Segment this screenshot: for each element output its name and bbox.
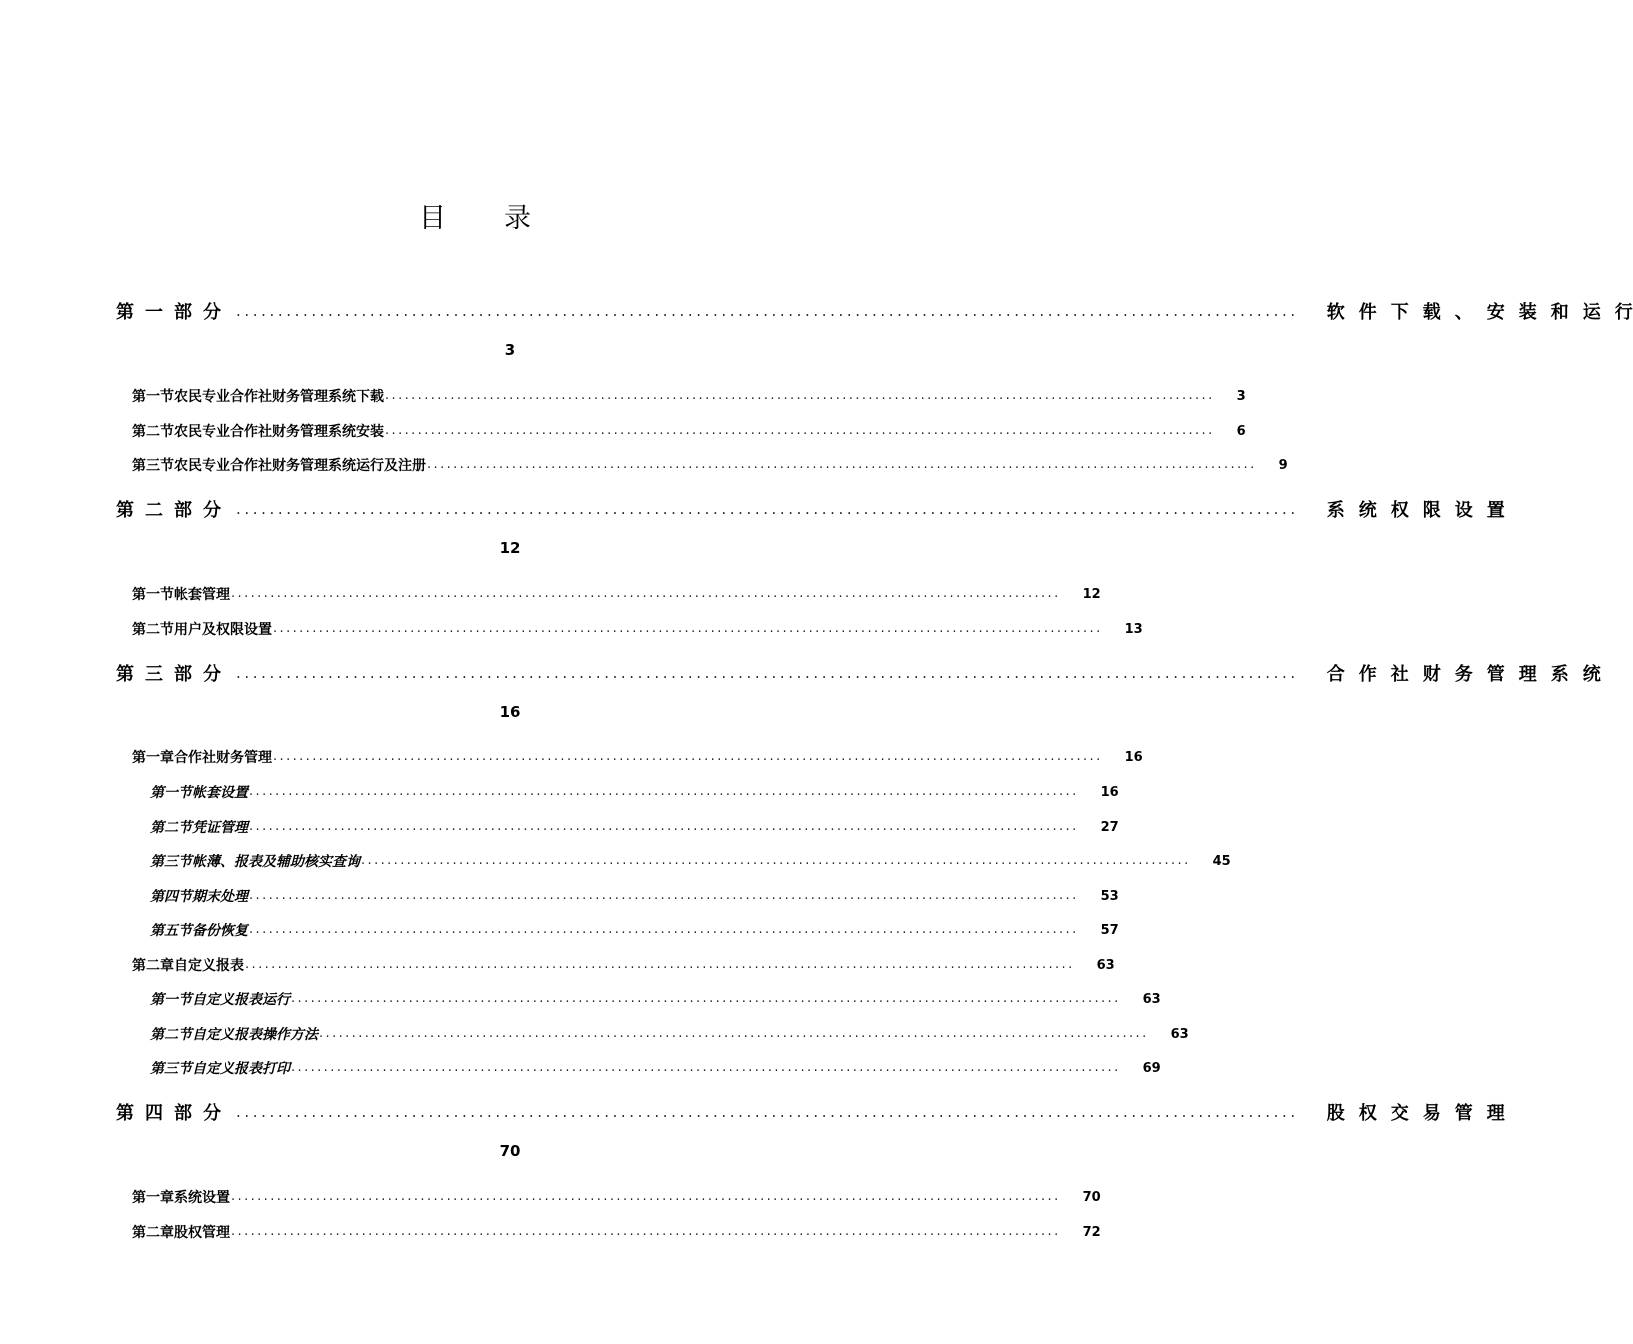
dot-leader: ...............................................................................................................................: [236, 500, 1299, 518]
entry-title: 农民专业合作社财务管理系统安装: [174, 424, 384, 440]
entry-title: 备份恢复: [192, 923, 248, 939]
entry-page: 13: [1124, 621, 1143, 637]
entry-label: 第二节: [150, 1027, 192, 1043]
dot-leader: ...............................................................................................................................: [249, 784, 1079, 799]
toc-part[interactable]: [116, 496, 1505, 522]
entry-label: 第一节: [132, 389, 174, 405]
dot-leader: ...............................................................................................................................: [361, 853, 1191, 868]
entry-label: 第二章: [132, 1225, 174, 1241]
toc-entry[interactable]: [150, 816, 1119, 838]
part-title: 股 权 交 易 管 理: [1326, 1103, 1505, 1124]
part-page-number: 3: [504, 341, 516, 359]
entry-label: 第一章: [132, 1190, 174, 1206]
entry-page: 12: [1082, 586, 1101, 602]
toc-entry[interactable]: [150, 1057, 1161, 1079]
dot-leader: ...............................................................................................................................: [236, 664, 1299, 682]
toc-entry[interactable]: [132, 385, 1246, 407]
toc-entry[interactable]: [132, 420, 1246, 442]
dot-leader: ...............................................................................................................................: [273, 621, 1103, 636]
entry-title: 自定义报表打印: [192, 1061, 290, 1077]
entry-page: 9: [1278, 457, 1288, 473]
part-page-number: 70: [499, 1142, 521, 1160]
entry-title: 合作社财务管理: [174, 750, 272, 766]
entry-label: 第三节: [150, 854, 192, 870]
part-title: 合 作 社 财 务 管 理 系 统: [1326, 664, 1601, 685]
part-label: 第四部分: [116, 1103, 232, 1124]
toc-entry[interactable]: [132, 583, 1101, 605]
entry-page: 3: [1236, 388, 1246, 404]
entry-page: 57: [1100, 922, 1119, 938]
toc-title-char: 录: [504, 203, 531, 234]
entry-label: 第二节: [132, 622, 174, 638]
part-page-number: 16: [499, 703, 521, 721]
toc-entry[interactable]: [150, 1023, 1189, 1045]
entry-label: 第一章: [132, 750, 174, 766]
entry-page: 63: [1096, 957, 1115, 973]
dot-leader: ...............................................................................................................................: [249, 819, 1079, 834]
entry-title: 自定义报表运行: [192, 992, 290, 1008]
toc-entry[interactable]: [150, 781, 1119, 803]
entry-label: 第二节: [132, 424, 174, 440]
dot-leader: ...............................................................................................................................: [427, 457, 1257, 472]
toc-title: [0, 196, 950, 235]
dot-leader: ...............................................................................................................................: [236, 1103, 1299, 1121]
dot-leader: ...............................................................................................................................: [231, 1224, 1061, 1239]
entry-page: 45: [1212, 853, 1231, 869]
entry-title: 自定义报表: [174, 958, 244, 974]
entry-label: 第一节: [150, 992, 192, 1008]
dot-leader: ...............................................................................................................................: [231, 1189, 1061, 1204]
entry-label: 第二章: [132, 958, 174, 974]
entry-page: 69: [1142, 1060, 1161, 1076]
toc-entry[interactable]: [132, 954, 1115, 976]
entry-page: 63: [1170, 1026, 1189, 1042]
entry-page: 63: [1142, 991, 1161, 1007]
entry-label: 第五节: [150, 923, 192, 939]
entry-title: 农民专业合作社财务管理系统运行及注册: [174, 458, 426, 474]
entry-label: 第二节: [150, 820, 192, 836]
entry-label: 第一节: [150, 785, 192, 801]
toc-entry[interactable]: [132, 1186, 1101, 1208]
entry-title: 期末处理: [192, 889, 248, 905]
toc-part[interactable]: [116, 1099, 1505, 1125]
entry-label: 第三节: [150, 1061, 192, 1077]
entry-page: 27: [1100, 819, 1119, 835]
entry-title: 系统设置: [174, 1190, 230, 1206]
toc-entry[interactable]: [132, 618, 1143, 640]
entry-page: 53: [1100, 888, 1119, 904]
entry-title: 农民专业合作社财务管理系统下载: [174, 389, 384, 405]
entry-label: 第一节: [132, 587, 174, 603]
part-label: 第一部分: [116, 302, 232, 323]
part-title: 系 统 权 限 设 置: [1326, 500, 1505, 521]
dot-leader: ...............................................................................................................................: [236, 302, 1299, 320]
toc-entry[interactable]: [150, 988, 1161, 1010]
toc-entry[interactable]: [132, 1221, 1101, 1243]
toc-title-char: 目: [419, 203, 446, 234]
toc-entry[interactable]: [150, 919, 1119, 941]
entry-title: 自定义报表操作方法: [192, 1027, 318, 1043]
dot-leader: ...............................................................................................................................: [319, 1026, 1149, 1041]
entry-label: 第四节: [150, 889, 192, 905]
dot-leader: ...............................................................................................................................: [385, 388, 1215, 403]
dot-leader: ...............................................................................................................................: [231, 586, 1061, 601]
toc-entry[interactable]: [132, 454, 1288, 476]
entry-title: 帐薄、报表及辅助核实查询: [192, 854, 360, 870]
part-page-number: 12: [499, 539, 521, 557]
part-title: 软 件 下 载 、 安 装 和 运 行: [1326, 302, 1633, 323]
entry-title: 股权管理: [174, 1225, 230, 1241]
toc-entry[interactable]: [132, 746, 1143, 768]
entry-page: 70: [1082, 1189, 1101, 1205]
entry-page: 16: [1124, 749, 1143, 765]
toc-entry[interactable]: [150, 885, 1119, 907]
toc-entry[interactable]: [150, 850, 1231, 872]
dot-leader: ...............................................................................................................................: [245, 957, 1075, 972]
entry-title: 帐套管理: [174, 587, 230, 603]
dot-leader: ...............................................................................................................................: [291, 1060, 1121, 1075]
entry-page: 16: [1100, 784, 1119, 800]
entry-label: 第三节: [132, 458, 174, 474]
entry-title: 帐套设置: [192, 785, 248, 801]
toc-part[interactable]: [116, 660, 1601, 686]
dot-leader: ...............................................................................................................................: [249, 922, 1079, 937]
dot-leader: ...............................................................................................................................: [249, 888, 1079, 903]
dot-leader: ...............................................................................................................................: [385, 423, 1215, 438]
toc-part[interactable]: [116, 298, 1633, 324]
dot-leader: ...............................................................................................................................: [273, 749, 1103, 764]
entry-title: 用户及权限设置: [174, 622, 272, 638]
part-label: 第二部分: [116, 500, 232, 521]
part-label: 第三部分: [116, 664, 232, 685]
entry-page: 72: [1082, 1224, 1101, 1240]
entry-page: 6: [1236, 423, 1246, 439]
dot-leader: ...............................................................................................................................: [291, 991, 1121, 1006]
entry-title: 凭证管理: [192, 820, 248, 836]
